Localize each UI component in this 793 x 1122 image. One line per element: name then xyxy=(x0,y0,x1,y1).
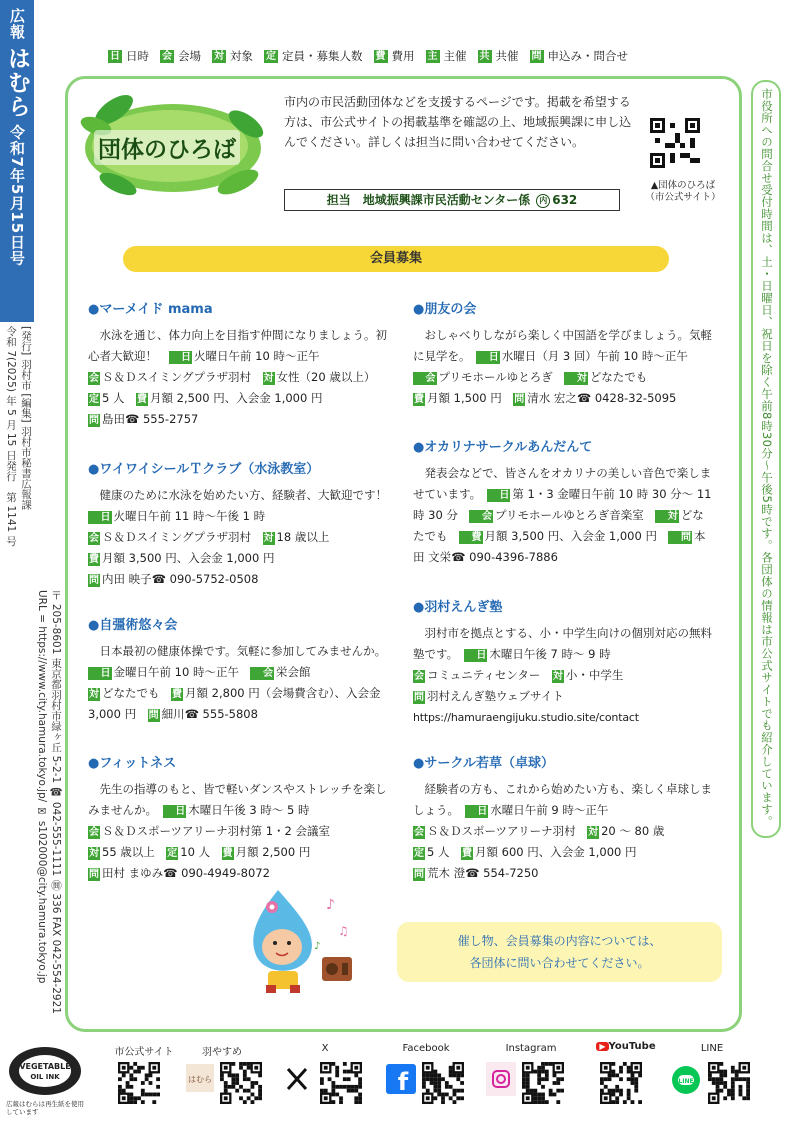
footer-label-official: 市公式サイト xyxy=(114,1047,174,1058)
footer-label-x: X xyxy=(321,1043,329,1054)
hayasume-badge-icon[interactable] xyxy=(186,1064,214,1092)
section-heading: 会員募集 xyxy=(123,246,669,272)
legend-item: 会 会場 xyxy=(162,49,201,63)
colophon-line-2: [発行] 羽村市 [編集] 羽村市秘書広報課 xyxy=(20,326,32,510)
engi-url-link[interactable]: https://hamuraengijuku.studio.site/contact xyxy=(413,711,639,724)
legend-item: 費 費用 xyxy=(375,49,415,63)
svg-text:♪: ♪ xyxy=(314,941,321,952)
extension-mark: 内 xyxy=(536,194,550,208)
masthead-spine xyxy=(0,0,34,322)
svg-text:VEGETABLE: VEGETABLE xyxy=(19,1062,71,1071)
legend-item: 日 日時 xyxy=(110,49,149,63)
footer-label-hayasume: 羽やすめ xyxy=(202,1047,242,1058)
contact-ext: 632 xyxy=(552,193,578,207)
entry-title: ●フィットネス xyxy=(88,756,177,771)
footer-label-facebook: Facebook xyxy=(402,1043,450,1054)
entry-engi: ●羽村えんぎ塾 羽村市を拠点とする、小・中学生向けの個別対応の無料塾です。 日 木曜日午後 7 時～ 9 時 会 コミュニティセンター 対 小・中学生 問 羽村えんぎ塾ウェブサイト https://hamuraengijuku.studio.site/contact xyxy=(413,596,715,728)
footer-label-instagram: Instagram xyxy=(505,1043,557,1054)
qr-code-youtube-icon[interactable] xyxy=(600,1062,642,1104)
qr-code-hayasume-icon[interactable] xyxy=(220,1062,262,1104)
legend-item: 問 申込み・問合せ xyxy=(531,49,628,63)
info-notice: 催し物、会員募集の内容については、 各団体に問い合わせてください。 xyxy=(397,922,722,982)
qr-code-instagram-icon[interactable] xyxy=(522,1062,564,1104)
entry-ocarina: ●オカリナサークルあんだんて 発表会などで、皆さんをオカリナの美しい音色で楽しませています。 日 第 1・3 金曜日午前 10 時 30 分～ 11 時 30 分 会 プリモホールゆとろぎ音楽室 対 どなたでも 費 月額 3,500 円、入会金 1,000 円 問 本田 文栄☎ 090-4396-7886 xyxy=(413,436,715,568)
side-note xyxy=(751,80,781,838)
x-logo-icon[interactable] xyxy=(284,1066,310,1092)
entry-title: ●自彊術悠々会 xyxy=(88,618,178,633)
entry-title: ●マーメイド mama xyxy=(88,302,213,317)
masthead-text xyxy=(4,8,30,266)
legend-item: 共 共催 xyxy=(479,49,519,63)
qr-caption: ▲団体のひろば （市公式サイト） xyxy=(645,180,721,203)
entry-wakakusa: ●サークル若草（卓球） 経験者の方も、これから始めたい方も、楽しく卓球しましょう。 日 水曜日午前 9 時～正午 会 Ｓ＆Ｄスポーツアリーナ羽村 対 20 ～ 80 歳 定 5 人 費 月額 600 円、入会金 1,000 円 問 荒木 澄☎ 554-7250 xyxy=(413,752,715,884)
svg-text:f: f xyxy=(397,1068,409,1094)
legend-item: 定 定員・募集人数 xyxy=(266,49,363,63)
qr-code-x-icon[interactable] xyxy=(320,1062,362,1104)
masthead-hamura: はむら xyxy=(4,46,30,119)
footer-label-line: LINE xyxy=(700,1043,724,1054)
svg-text:はむら: はむら xyxy=(188,1075,212,1084)
qr-code-icon[interactable] xyxy=(650,118,700,168)
qr-code-facebook-icon[interactable] xyxy=(422,1062,464,1104)
entry-title: ●羽村えんぎ塾 xyxy=(413,600,503,615)
masthead-kouhou: 広報 xyxy=(8,8,26,40)
masthead-date: 令和7年5月15日号 xyxy=(8,124,26,267)
svg-text:♪: ♪ xyxy=(326,897,335,913)
svg-text:♫: ♫ xyxy=(338,924,349,938)
contact-box xyxy=(284,189,620,211)
legend xyxy=(108,48,639,64)
entry-jikyojutsu: ●自彊術悠々会 日本最初の健康体操です。気軽に参加してみませんか。 日 金曜日午前 10 時～正午 会 栄会館 対 どなたでも 費 月額 2,800 円（会場費含む）、入会金 3,000 円 問 細川☎ 555-5808 xyxy=(88,614,390,725)
entry-title: ●オカリナサークルあんだんて xyxy=(413,440,593,455)
intro-text: 市内の市民活動団体などを支援するページです。掲載を希望する方は、市公式サイトの掲載基準を確認の上、地域振興課に申し込んでください。詳しくは担当に問い合わせてください。 xyxy=(284,95,632,149)
entry-title: ●朋友の会 xyxy=(413,302,477,317)
contact-label: 担当 地域振興課市民活動センター係 xyxy=(326,193,531,207)
mascot-icon xyxy=(238,885,358,1000)
entry-tomo: ●朋友の会 おしゃべりしながら楽しく中国語を学びましょう。気軽に見学を。 日 水曜日（月 3 回）午前 10 時～正午 会 プリモホールゆとろぎ 対 どなたでも 費 月額 1,500 円 問 清水 宏之☎ 0428-32-5095 xyxy=(413,298,715,409)
vegetable-oil-ink-logo xyxy=(6,1043,84,1099)
entry-waiwai: ●ワイワイシールＴクラブ（水泳教室） 健康のために水泳を始めたい方、経験者、大歓迎です！ 日 火曜日午前 11 時～午後 1 時 会 Ｓ＆Ｄスイミングプラザ羽村 対 18 歳以上 費 月額 3,500 円、入会金 1,000 円 問 内田 映子☎ 090-5752-0508 xyxy=(88,458,390,590)
entry-fitness: ●フィットネス 先生の指導のもと、皆で軽いダンスやストレッチを楽しみませんか。 日 木曜日午後 3 時～ 5 時 会 Ｓ＆Ｄスポーツアリーナ羽村第 1・2 会議室 対 55 歳以上 定 10 人 費 月額 2,500 円 問 田村 まゆみ☎ 090-4949-8072 xyxy=(88,752,390,884)
line-logo-icon[interactable] xyxy=(672,1066,700,1094)
svg-text:OIL INK: OIL INK xyxy=(30,1073,60,1081)
svg-text:LINE: LINE xyxy=(678,1078,694,1085)
entry-title: ●ワイワイシールＴクラブ（水泳教室） xyxy=(88,462,320,477)
colophon-line-4: 〒 205-8601 東京都羽村市緑ヶ丘 5-2-1 ☎ 042-555-1111 ㉄ 336 FAX 042-554-2921 xyxy=(50,590,62,1014)
facebook-logo-icon[interactable] xyxy=(386,1064,416,1094)
instagram-logo-icon[interactable] xyxy=(486,1062,516,1096)
qr-code-line-icon[interactable] xyxy=(708,1062,750,1104)
legend-item: 対 対象 xyxy=(214,49,253,63)
colophon-line-3: URL = https://www.city.hamura.tokyo.jp/ ✉ s102000@city.hamura.tokyo.jp xyxy=(36,590,48,984)
colophon-line-1: 令和 7(2025) 年 5 月 15 日発行 第 1141 号 xyxy=(5,326,17,547)
qr-code-official-icon[interactable] xyxy=(118,1062,160,1104)
entry-title: ●サークル若草（卓球） xyxy=(413,756,554,771)
page-title: 団体のひろば xyxy=(94,130,240,165)
legend-item: 主 主催 xyxy=(427,49,467,63)
entry-mermaid: ●マーメイド mama 水泳を通じ、体力向上を目指す仲間になりましょう。初心者大歓迎！ 日 火曜日午前 10 時～正午 会 Ｓ＆Ｄスイミングプラザ羽村 対 女性（20 歳以上） 定 5 人 費 月額 2,500 円、入会金 1,000 円 問 島田☎ 555-2757 xyxy=(88,298,390,430)
side-note-text: 市役所への問合せ受付時間は、土・日曜日、祝日を除く午前8時30分～午後5時です。各団体の情報は市公式サイトでも紹介しています。 xyxy=(760,88,774,828)
recycled-paper-caption: 広報はむらは再生紙を使用しています xyxy=(6,1100,84,1116)
footer-label-youtube: ▶ YouTube xyxy=(594,1041,658,1052)
